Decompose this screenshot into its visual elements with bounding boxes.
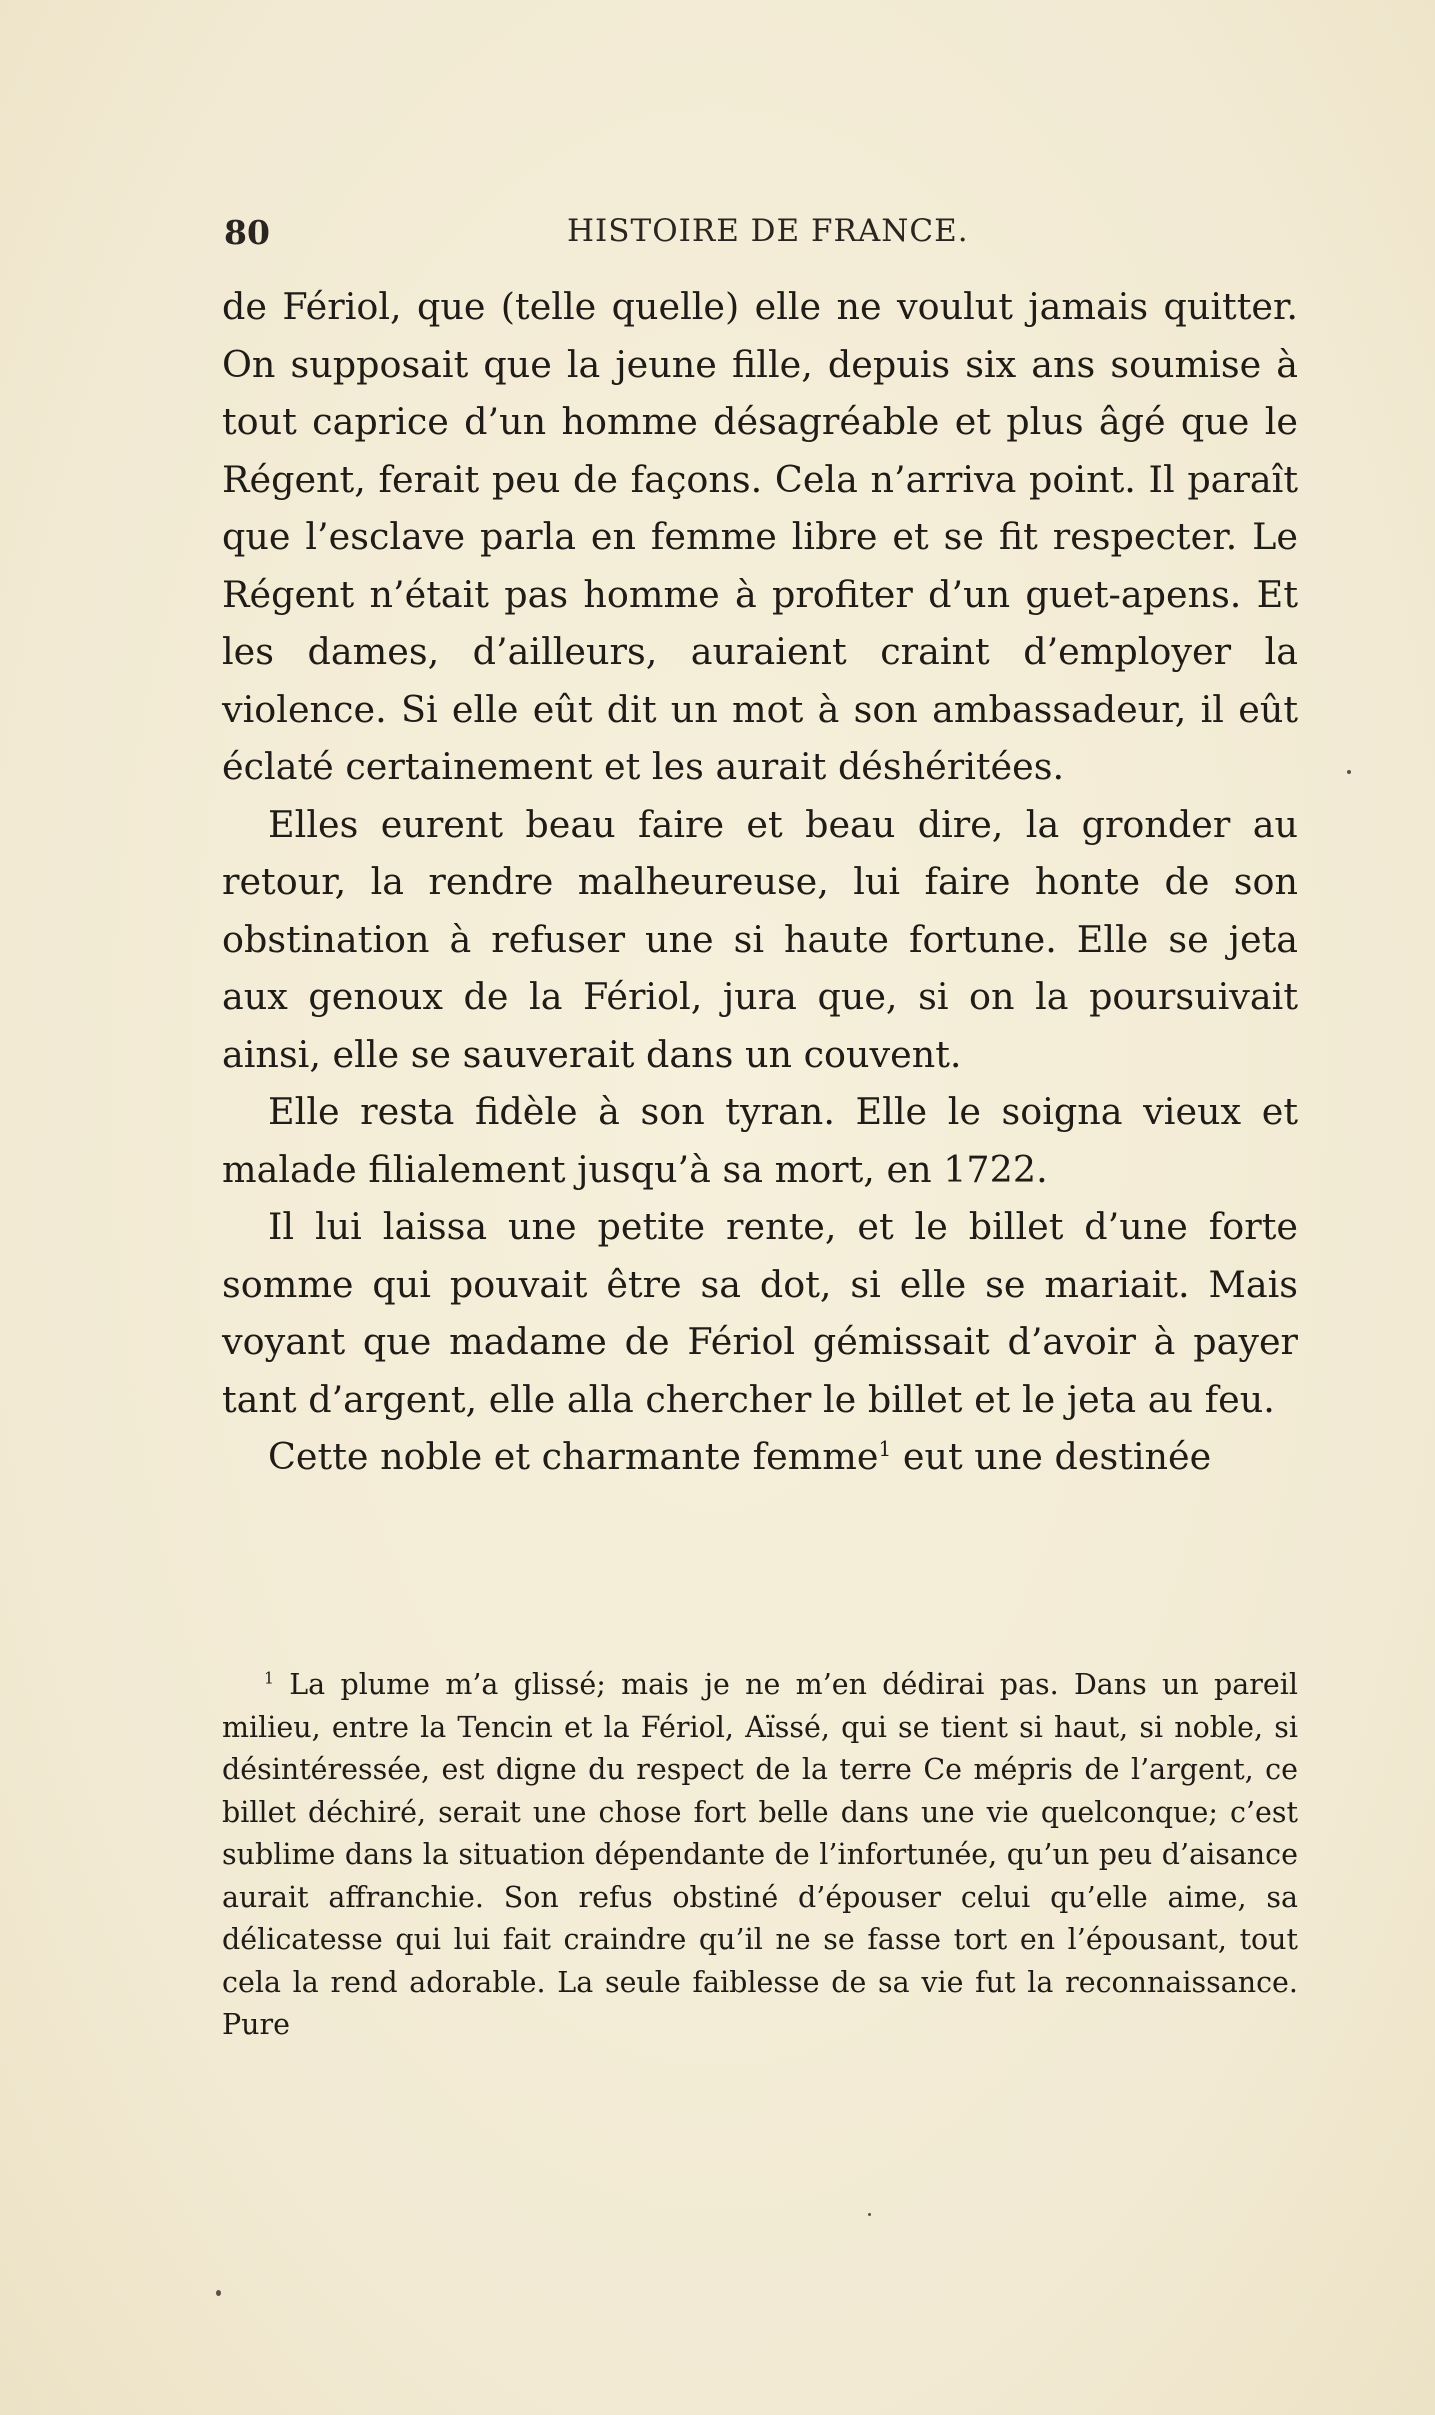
paragraph-with-note — [222, 1428, 1298, 1486]
running-title: HISTOIRE DE FRANCE. — [567, 213, 969, 249]
footnote-marker: 1 — [264, 1668, 274, 1688]
paper-speck — [216, 2290, 221, 2296]
paragraph: Elle resta fidèle à son tyran. Elle le soigna vieux et malade filialement jusqu’à sa mort, en 1722. — [222, 1090, 1298, 1191]
paragraph: de Fériol, que (telle quelle) elle ne voulut jamais quitter. On supposait que la jeune fille, depuis six ans soumise à tout caprice d’un homme désagréable et plus âgé que le Régent, ferait peu de façons. Cela n’arriva point. Il paraît que l’esclave parla en femme libre et se fit respecter. Le Régent n’était pas homme à profiter d’un guet-apens. Et les dames, d’ailleurs, auraient craint d’employer la violence. Si elle eût dit un mot à son ambassadeur, il eût éclaté certainement et les aurait déshéritées. — [222, 285, 1298, 788]
paragraph-text-continued: eut une destinée — [891, 1435, 1212, 1478]
paragraph: Il lui laissa une petite rente, et le billet d’une forte somme qui pouvait être sa dot, si elle se mariait. Mais voyant que madame de Fériol gémissait d’avoir à payer tant d’argent, elle alla chercher le billet et le jeta au feu. — [222, 1205, 1298, 1421]
footnote-reference: 1 — [878, 1436, 892, 1461]
footnote-text: La plume m’a glissé; mais je ne m’en dédirai pas. Dans un pareil milieu, entre la Tencin et la Fériol, Aïssé, qui se tient si haut, si noble, si désintéressée, est digne du respect de la terre Ce mépris de l’argent, ce billet déchiré, serait une chose fort belle dans une vie quelconque; c’est sublime dans la situation dépendante de l’infortunée, qu’un peu d’aisance aurait affranchie. Son refus obstiné d’épouser celui qu’elle aime, sa délicatesse qui lui fait craindre qu’il ne se fasse tort en l’épousant, tout cela la rend adorable. La seule faiblesse de sa vie fut la reconnaissance. Pure — [222, 1668, 1298, 2041]
page-number: 80 — [224, 213, 270, 252]
page-header — [222, 213, 1298, 263]
paragraph-text: Cette noble et charmante femme — [268, 1435, 879, 1478]
paper-speck — [868, 2213, 871, 2216]
footnotes — [222, 1664, 1298, 2047]
paragraph: Elles eurent beau faire et beau dire, la gronder au retour, la rendre malheureuse, lui faire honte de son obstination à refuser une si haute fortune. Elle se jeta aux genoux de la Fériol, jura que, si on la poursuivait ainsi, elle se sauverait dans un couvent. — [222, 802, 1298, 1076]
paper-speck — [1347, 770, 1351, 774]
footnote — [222, 1664, 1298, 2047]
main-text — [222, 278, 1298, 1486]
